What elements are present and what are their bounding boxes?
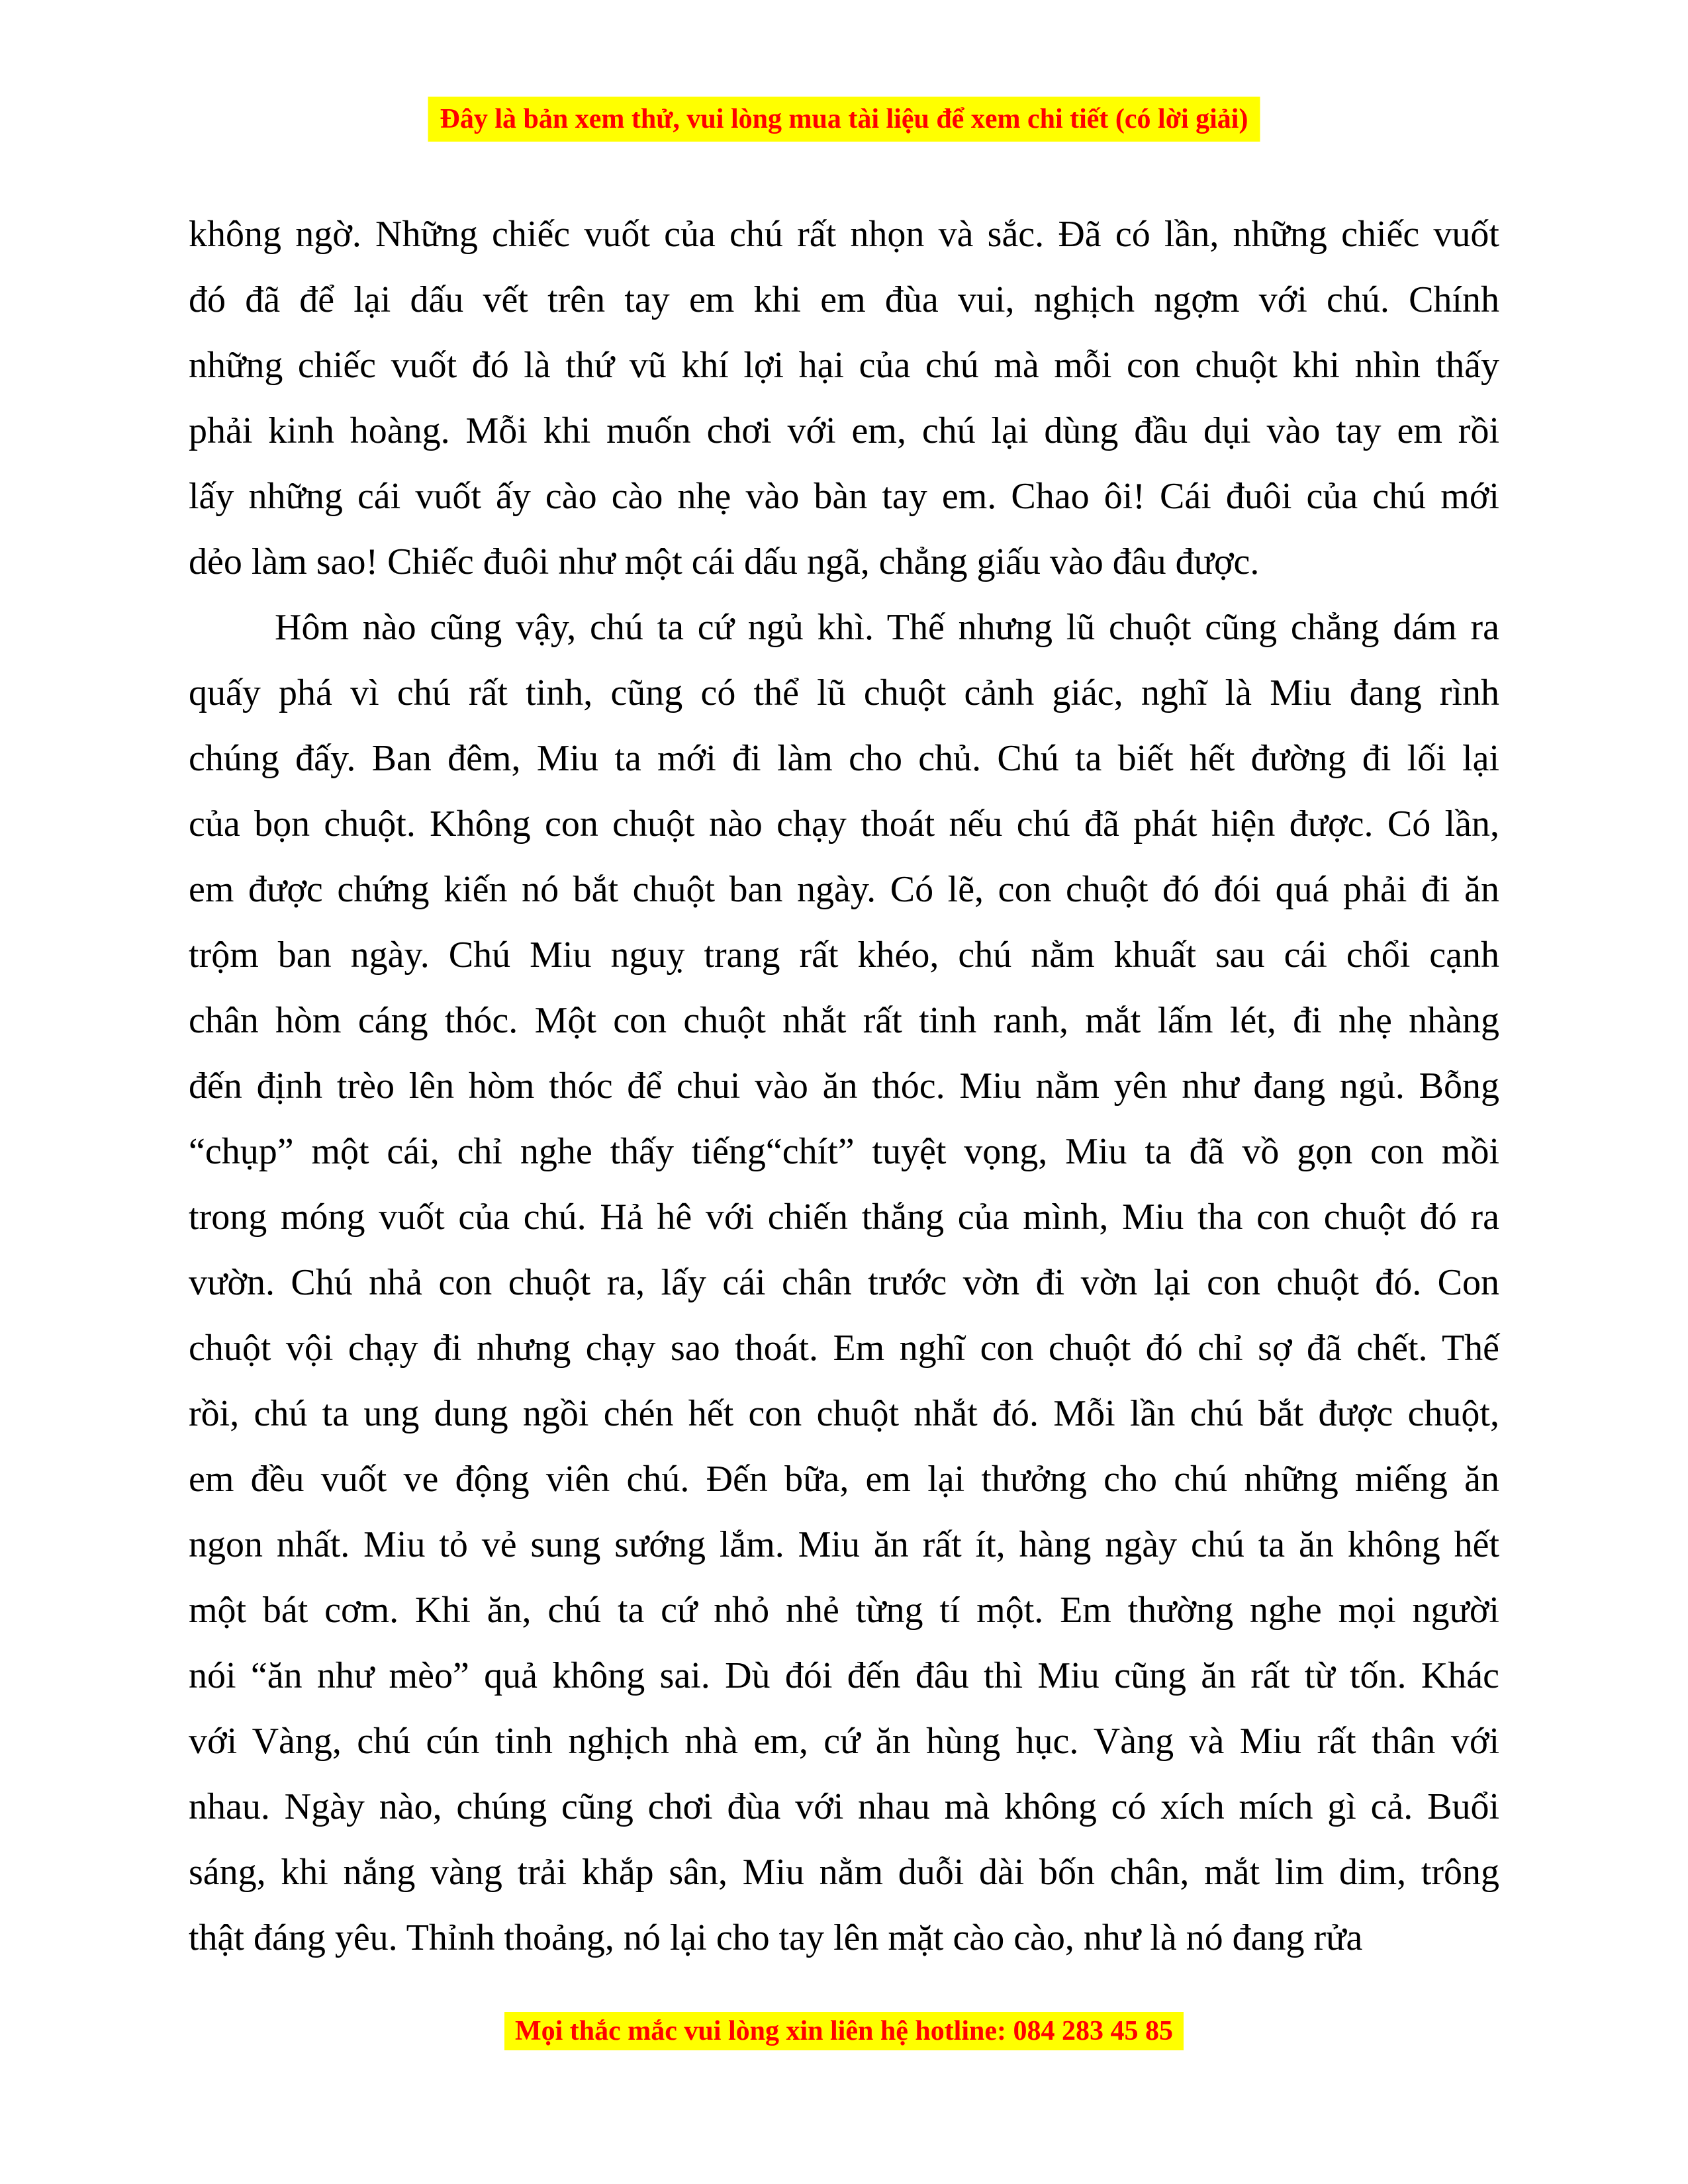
text-line: những chiếc vuốt đó là thứ vũ khí lợi hại của chú mà mỗi con chuột khi nhìn thấy (189, 345, 1499, 386)
text-line: em được chứng kiến nó bắt chuột ban ngày. Có lẽ, con chuột đó đói quá phải đi ăn (189, 869, 1499, 910)
text-line: lấy những cái vuốt ấy cào cào nhẹ vào bàn tay em. Chao ôi! Cái đuôi của chú mới (189, 476, 1499, 517)
text-line: thật đáng yêu. Thỉnh thoảng, nó lại cho tay lên mặt cào cào, như là nó đang rửa (189, 1917, 1363, 1958)
text-line: trong móng vuốt của chú. Hả hê với chiến thắng của mình, Miu tha con chuột đó ra (189, 1197, 1499, 1238)
text-line: vườn. Chú nhả con chuột ra, lấy cái chân trước vờn đi vờn lại con chuột đó. Con (189, 1262, 1499, 1303)
text-line: chân hòm cáng thóc. Một con chuột nhắt rất tinh ranh, mắt lấm lét, đi nhẹ nhàng (189, 1000, 1499, 1041)
document-body (189, 202, 1499, 1971)
preview-notice: Đây là bản xem thử, vui lòng mua tài liệu để xem chi tiết (có lời giải) (440, 104, 1248, 134)
text-line: không ngờ. Những chiếc vuốt của chú rất nhọn và sắc. Đã có lần, những chiếc vuốt (189, 214, 1499, 255)
text-line: một bát cơm. Khi ăn, chú ta cứ nhỏ nhẻ từng tí một. Em thường nghe mọi người (189, 1590, 1499, 1631)
hotline-notice: Mọi thắc mắc vui lòng xin liên hệ hotline: 084 283 45 85 (514, 2016, 1174, 2046)
text-line: phải kinh hoàng. Mỗi khi muốn chơi với em, chú lại dùng đầu dụi vào tay em rồi (189, 410, 1499, 451)
text-line: “chụp” một cái, chỉ nghe thấy tiếng“chít” tuyệt vọng, Miu ta đã vồ gọn con mồi (189, 1131, 1499, 1172)
text-line: chuột vội chạy đi nhưng chạy sao thoát. Em nghĩ con chuột đó chỉ sợ đã chết. Thế (189, 1328, 1499, 1369)
text-line: của bọn chuột. Không con chuột nào chạy thoát nếu chú đã phát hiện được. Có lần, (189, 803, 1499, 844)
text-line: sáng, khi nắng vàng trải khắp sân, Miu nằm duỗi dài bốn chân, mắt lim dim, trông (189, 1852, 1499, 1893)
text-line: quấy phá vì chú rất tinh, cũng có thể lũ chuột cảnh giác, nghĩ là Miu đang rình (189, 672, 1499, 713)
footer-banner (504, 2012, 1184, 2050)
text-line: đến định trèo lên hòm thóc để chui vào ăn thóc. Miu nằm yên như đang ngủ. Bỗng (189, 1066, 1499, 1107)
text-line: với Vàng, chú cún tinh nghịch nhà em, cứ ăn hùng hục. Vàng và Miu rất thân với (189, 1721, 1499, 1762)
text-line: trộm ban ngày. Chú Miu nguỵ trang rất khéo, chú nằm khuất sau cái chổi cạnh (189, 934, 1499, 976)
text-line: em đều vuốt ve động viên chú. Đến bữa, em lại thưởng cho chú những miếng ăn (189, 1459, 1499, 1500)
text-line: dẻo làm sao! Chiếc đuôi như một cái dấu ngã, chẳng giấu vào đâu được. (189, 541, 1260, 582)
text-line: chúng đấy. Ban đêm, Miu ta mới đi làm cho chủ. Chú ta biết hết đường đi lối lại (189, 738, 1499, 779)
text-line: Hôm nào cũng vậy, chú ta cứ ngủ khì. Thế nhưng lũ chuột cũng chẳng dám ra (275, 607, 1499, 648)
text-line: nhau. Ngày nào, chúng cũng chơi đùa với nhau mà không có xích mích gì cả. Buổi (189, 1786, 1499, 1827)
header-banner (428, 97, 1260, 142)
text-line: nói “ăn như mèo” quả không sai. Dù đói đến đâu thì Miu cũng ăn rất từ tốn. Khác (189, 1655, 1499, 1696)
text-line: đó đã để lại dấu vết trên tay em khi em đùa vui, nghịch ngợm với chú. Chính (189, 279, 1499, 320)
text-line: ngon nhất. Miu tỏ vẻ sung sướng lắm. Miu ăn rất ít, hàng ngày chú ta ăn không hết (189, 1524, 1499, 1565)
text-line: rồi, chú ta ung dung ngồi chén hết con chuột nhắt đó. Mỗi lần chú bắt được chuột, (189, 1393, 1499, 1434)
